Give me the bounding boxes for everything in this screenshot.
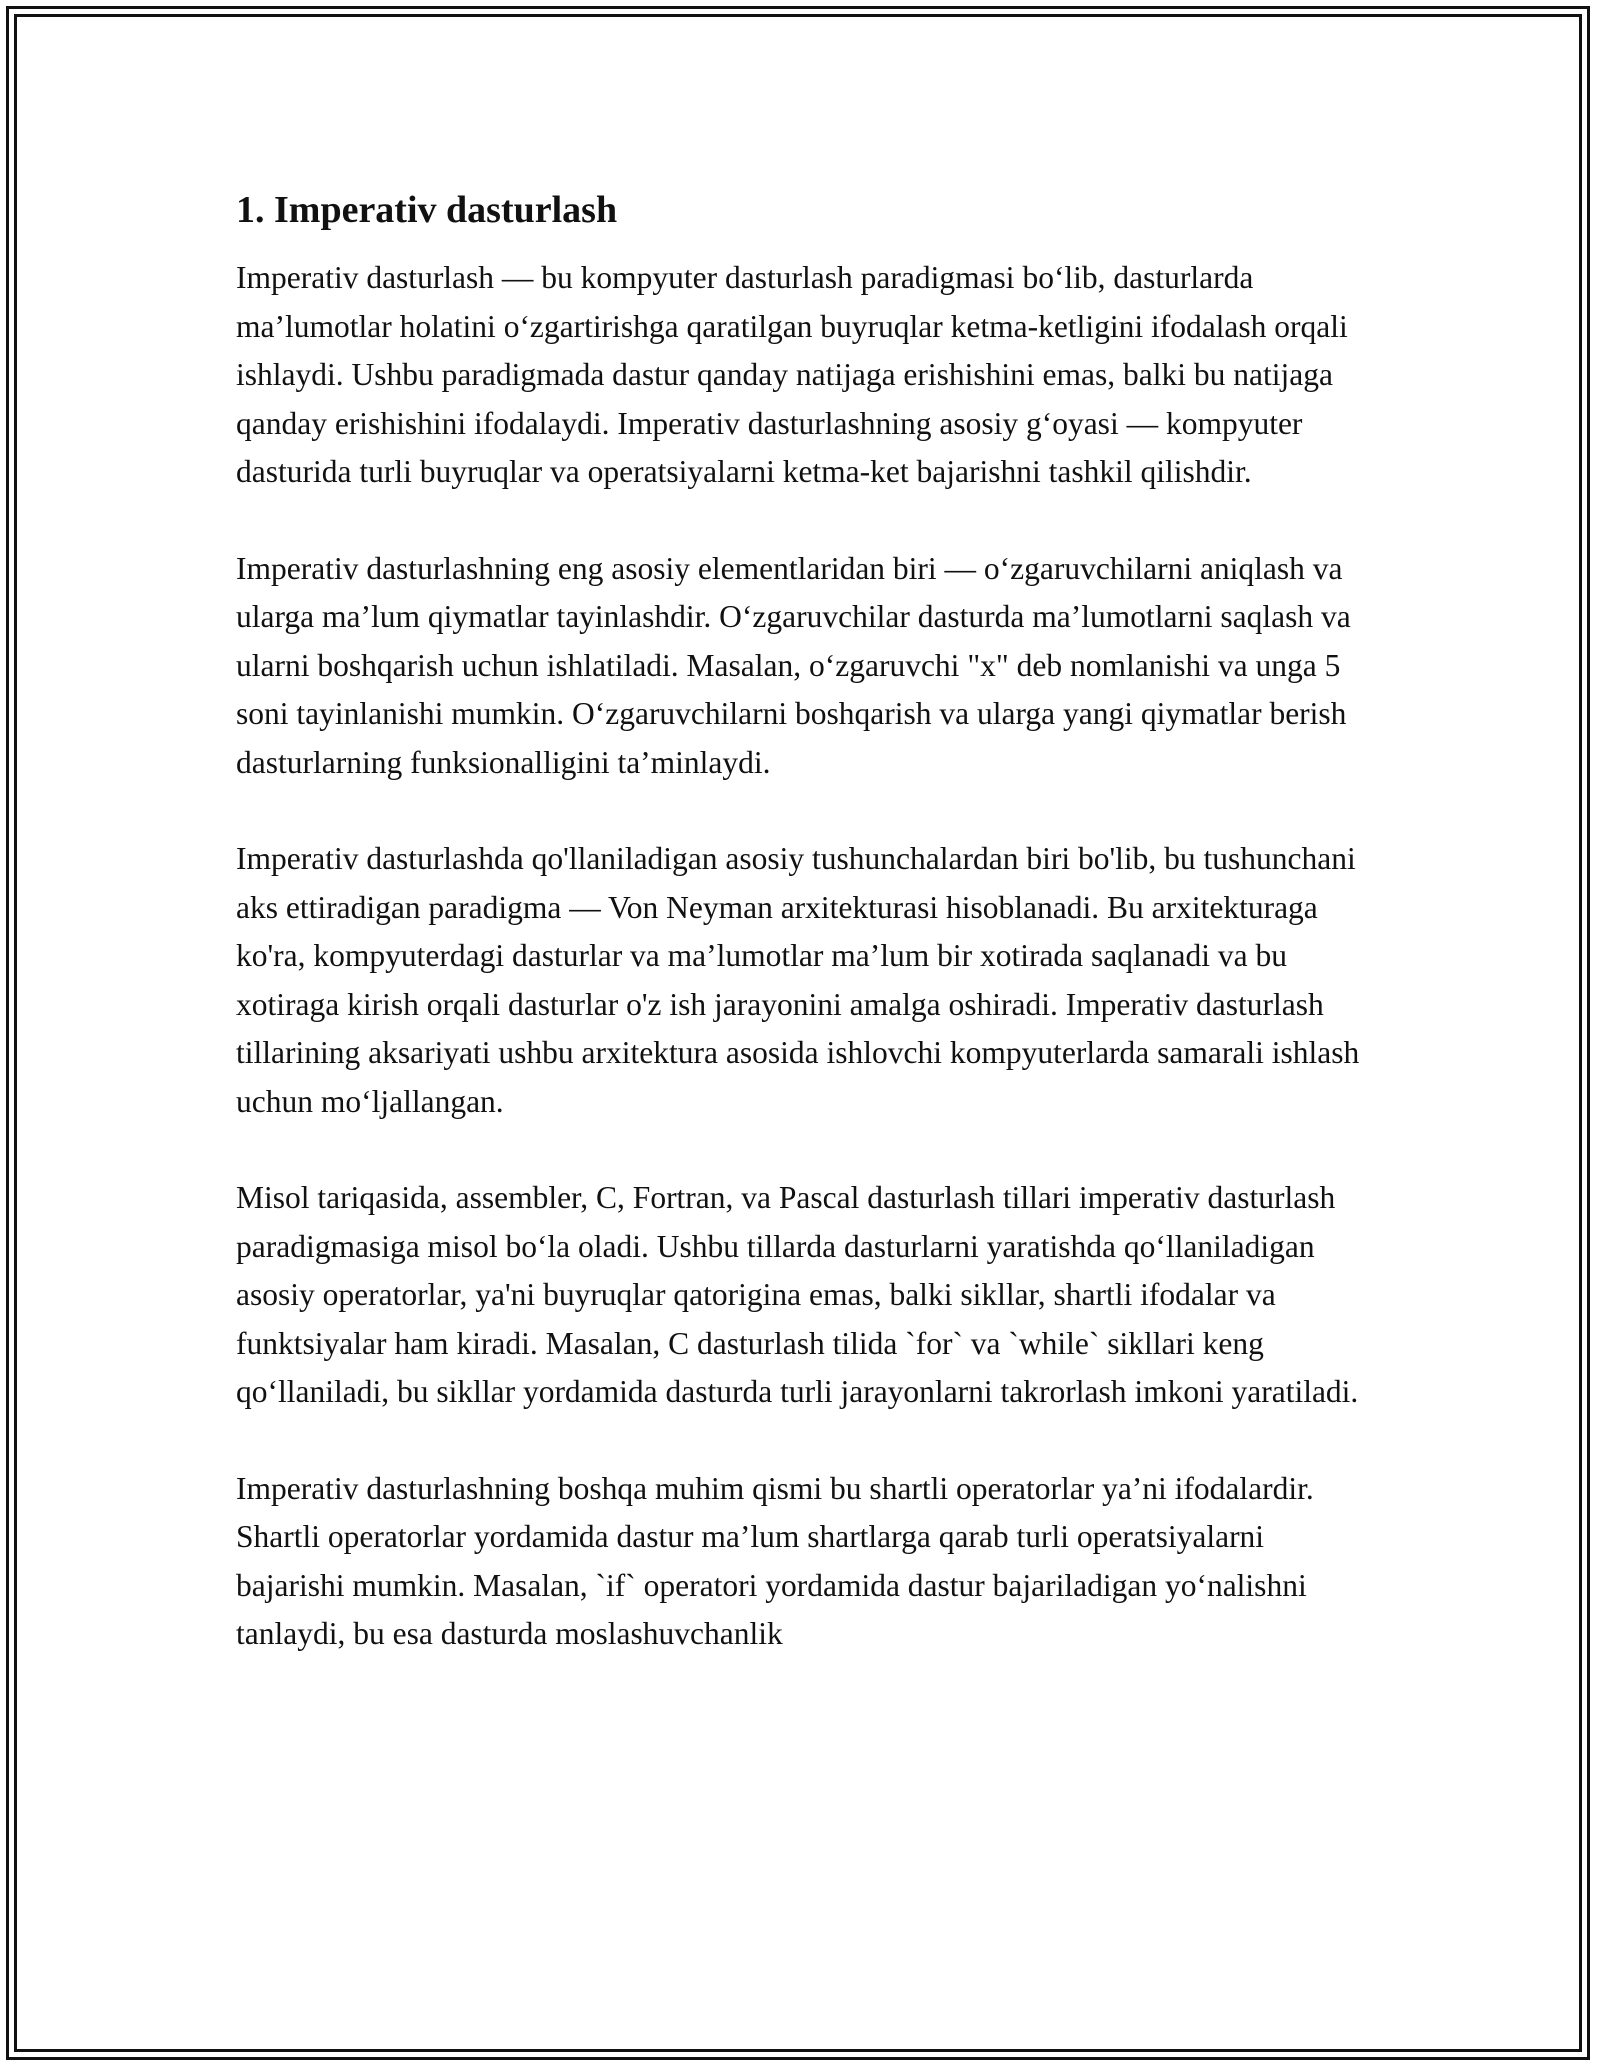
paragraph-3: Imperativ dasturlashda qo'llaniladigan asosiy tushunchalardan biri bo'lib, bu tushunchani aks ettiradigan paradigma — Von Neyman arxitekturasi hisoblanadi. Bu arxitekturaga ko'ra, kompyuterdagi dasturlar va ma’lumotlar ma’lum bir xotirada saqlanadi va bu xotiraga kirish orqali dasturlar o'z ish jarayonini amalga oshiradi. Imperativ dasturlash tillarining aksariyati ushbu arxitektura asosida ishlovchi kompyuterlarda samarali ishlash uchun mo‘ljallangan. [236, 841, 1360, 1119]
document-body [236, 186, 1366, 1707]
paragraph-2: Imperativ dasturlashning eng asosiy elementlaridan biri — o‘zgaruvchilarni aniqlash va ularga ma’lum qiymatlar tayinlashdir. O‘zgaruvchilar dasturda ma’lumotlarni saqlash va ularni boshqarish uchun ishlatiladi. Masalan, o‘zgaruvchi "x" deb nomlanishi va unga 5 soni tayinlanishi mumkin. O‘zgaruvchilarni boshqarish va ularga yangi qiymatlar berish dasturlarning funksionalligini ta’minlaydi. [236, 550, 1351, 780]
paragraph-4: Misol tariqasida, assembler, C, Fortran, va Pascal dasturlash tillari imperativ dasturlash paradigmasiga misol bo‘la oladi. Ushbu tillarda dasturlarni yaratishda qo‘llaniladigan asosiy operatorlar, ya'ni buyruqlar qatorigina emas, balki sikllar, shartli ifodalar va funktsiyalar ham kiradi. Masalan, C dasturlash tilida `for` va `while` sikllari keng qo‘llaniladi, bu sikllar yordamida dasturda turli jarayonlarni takrorlash imkoni yaratiladi. [236, 1180, 1359, 1409]
paragraph-1: Imperativ dasturlash — bu kompyuter dasturlash paradigmasi bo‘lib, dasturlarda ma’lumotlar holatini o‘zgartirishga qaratilgan buyruqlar ketma-ketligini ifodalash orqali ishlaydi. Ushbu paradigmada dastur qanday natijaga erishishini emas, balki bu natijaga qanday erishishini ifodalaydi. Imperativ dasturlashning asosiy g‘oyasi — kompyuter dasturida turli buyruqlar va operatsiyalarni ketma-ket bajarishni tashkil qilishdir. [236, 260, 1348, 489]
paragraph-5: Imperativ dasturlashning boshqa muhim qismi bu shartli operatorlar ya’ni ifodalardir. Shartli operatorlar yordamida dastur ma’lum shartlarga qarab turli operatsiyalarni bajarishi mumkin. Masalan, `if` operatori yordamida dastur bajariladigan yo‘nalishni tanlaydi, bu esa dasturda moslashuvchanlik [236, 1470, 1314, 1651]
section-heading: 1. Imperativ dasturlash [236, 189, 618, 231]
